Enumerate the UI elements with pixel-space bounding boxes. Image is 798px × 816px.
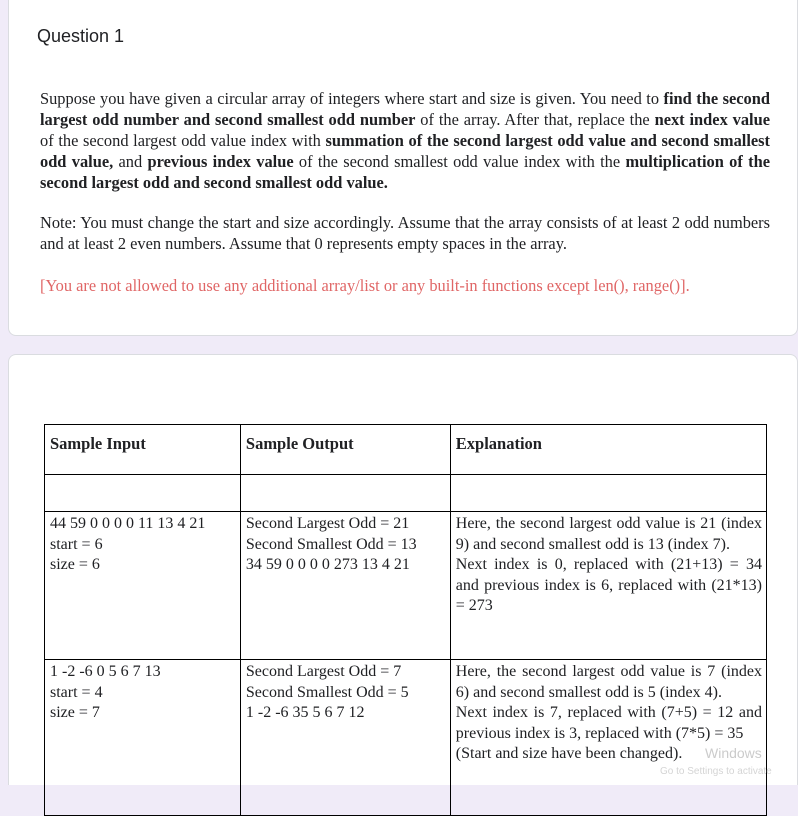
- table-spacer-row: [45, 475, 767, 512]
- input-array: 44 59 0 0 0 0 11 13 4 21: [50, 515, 206, 532]
- explanation-cell: [450, 660, 766, 816]
- explanation-line: Next index is 0, replaced with (21+13) = 34 and previous index is 6, replaced with (21*13) = 273: [455, 556, 762, 614]
- input-array: 1 -2 -6 0 5 6 7 13: [50, 663, 161, 680]
- input-start: start = 6: [50, 535, 103, 553]
- explanation-line: (Start and size have been changed).: [455, 745, 683, 762]
- header-sample-output: Sample Output: [240, 425, 450, 475]
- output-array: 34 59 0 0 0 0 273 13 4 21: [245, 556, 410, 573]
- explanation-line: Here, the second largest odd value is 21 (index 9) and second smallest odd is 13 (index 7).: [455, 515, 762, 553]
- output-second-smallest: Second Smallest Odd = 5: [245, 683, 409, 701]
- windows-activation-hint: Go to Settings to activate: [660, 766, 772, 777]
- output-array: 1 -2 -6 35 5 6 7 12: [245, 704, 365, 721]
- restriction-note: [You are not allowed to use any additional array/list or any built-in functions except len(), range()].: [40, 276, 690, 295]
- explanation-line: Next index is 7, replaced with (7+5) = 12 and previous index is 3, replaced with (7*5) = 35: [455, 704, 762, 742]
- sample-output-cell: [240, 512, 450, 660]
- sample-table: [44, 424, 767, 816]
- table-row: [45, 512, 767, 660]
- question-title: Question 1: [37, 26, 125, 46]
- input-size: size = 7: [50, 704, 100, 721]
- input-size: size = 6: [50, 556, 100, 573]
- output-second-largest: Second Largest Odd = 7: [245, 663, 402, 680]
- output-second-smallest: Second Smallest Odd = 13: [245, 535, 417, 553]
- sample-input-cell: [45, 512, 241, 660]
- windows-activation-watermark: Windows: [705, 745, 762, 761]
- problem-statement: Suppose you have given a circular array of integers where start and size is given. You need to find the second largest odd number and second smallest odd number of the array. After that, replace the next index value of the second largest odd value index with summation of the second largest odd value and second smallest odd value, and previous index value of the second smallest odd value index with the multiplication of the second largest odd and second smallest odd value.: [40, 89, 770, 192]
- header-explanation: Explanation: [450, 425, 766, 475]
- explanation-cell: [450, 512, 766, 660]
- header-sample-input: Sample Input: [45, 425, 241, 475]
- input-start: start = 4: [50, 683, 103, 701]
- output-second-largest: Second Largest Odd = 21: [245, 515, 410, 532]
- sample-input-cell: [45, 660, 241, 816]
- sample-output-cell: [240, 660, 450, 816]
- table-header-row: [45, 425, 767, 475]
- table-row: [45, 660, 767, 816]
- explanation-line: Here, the second largest odd value is 7 (index 6) and second smallest odd is 5 (index 4).: [455, 663, 762, 701]
- note-paragraph: Note: You must change the start and size accordingly. Assume that the array consists of at least 2 odd numbers and at least 2 even numbers. Assume that 0 represents empty spaces in the array.: [40, 213, 770, 253]
